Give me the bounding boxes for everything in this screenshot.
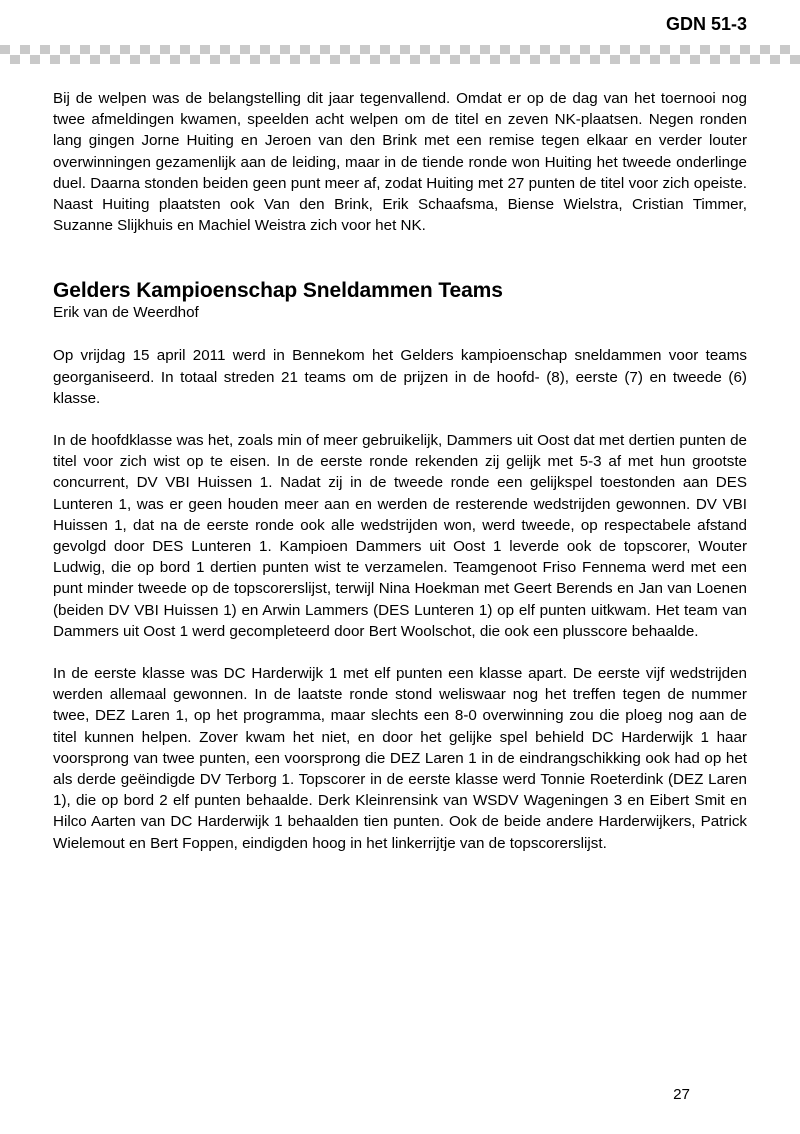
- header-issue-title: GDN 51-3: [665, 14, 747, 34]
- page-number: 27: [673, 1086, 690, 1103]
- article-byline: Erik van de Weerdhof: [53, 304, 199, 322]
- checkerboard-divider-icon: [0, 45, 800, 64]
- checker-row-bottom: [0, 55, 800, 64]
- paragraph-hoofdklasse: In de hoofdklasse was het, zoals min of meer gebruikelijk, Dammers uit Oost dat met dertien punten de titel voor zich wist op te eisen. In de eerste ronde rekenden zij gelijk met 5-3 af met hun grootste concurrent, DV VBI Huissen 1. Nadat zij in de tweede ronde een gelijkspel toestonden aan DES Lunteren 1, was er geen houden meer aan en werden de resterende wedstrijden gewonnen. DV VBI Huissen 1, dat na de eerste ronde ook alle wedstrijden won, werd tweede, op respectabele afstand gevolgd door DES Lunteren 1. Kampioen Dammers uit Oost 1 leverde ook de topscorer, Wouter Ludwig, die op bord 1 dertien punten wist te verzamelen. Teamgenoot Friso Fennema werd met een punt minder tweede op de topscorerslijst, terwijl Nina Hoekman met Geert Berends en Jan van Loenen (beiden DV VBI Huissen 1) en Arwin Lammers (DES Lunteren 1) op elf punten uitkwam. Het team van Dammers uit Oost 1 werd gecompleteerd door Bert Woolschot, die ook een plusscore behaalde.: [53, 432, 747, 640]
- article-body: [53, 88, 747, 854]
- heading-spacer: [53, 236, 747, 278]
- paragraph-eerste-klasse: In de eerste klasse was DC Harderwijk 1 met elf punten een klasse apart. De eerste vijf wedstrijden werden allemaal gewonnen. In de laatste ronde stond weliswaar nog het treffen tegen de nummer twee, DEZ Laren 1, op het programma, maar slechts een 8-0 overwinning zou die ploeg nog aan de titel kunnen helpen. Zover kwam het niet, en door het gelijke spel behield DC Harderwijk 1 haar voorsprong van twee punten, een voorsprong die DEZ Laren 1 in de eindrangschikking ook had op het als derde geëindigde DV Terborg 1. Topscorer in de eerste klasse werd Tonnie Roeterdink (DEZ Laren 1), die op bord 2 elf punten behaalde. Derk Kleinrensink van WSDV Wageningen 3 en Eibert Smit en Hilco Aarten van DC Harderwijk 1 behaalden tien punten. Ook de beide andere Harderwijkers, Patrick Wielemout en Bert Foppen, eindigden hoog in het linkerrijtje van de topscorerslijst.: [53, 665, 747, 852]
- page-header: [0, 0, 800, 44]
- paragraph-welpen-intro: Bij de welpen was de belangstelling dit jaar tegenvallend. Omdat er op de dag van het toernooi nog twee afmeldingen kwamen, speelden acht welpen om de titel en zeven NK-plaatsen. Negen ronden lang gingen Jorne Huiting en Jeroen van den Brink met een remise tegen elkaar en verder louter overwinningen gezamenlijk aan de leiding, maar in de tiende ronde won Huiting het tweede onderlinge duel. Daarna stonden beiden geen punt meer af, zodat Huiting met 27 punten de titel voor zich opeiste. Naast Huiting plaatsten ook Van den Brink, Erik Schaafsma, Biense Wielstra, Cristian Timmer, Suzanne Slijkhuis en Machiel Weistra zich voor het NK.: [53, 90, 747, 235]
- byline-spacer: [53, 323, 747, 345]
- article-heading: Gelders Kampioenschap Sneldammen Teams: [53, 279, 503, 303]
- checker-row-top: [0, 45, 800, 54]
- paragraph-event-intro: Op vrijdag 15 april 2011 werd in Bennekom het Gelders kampioenschap sneldammen voor teams georganiseerd. In totaal streden 21 teams om de prijzen in de hoofd- (8), eerste (7) en tweede (6) klasse.: [53, 347, 747, 407]
